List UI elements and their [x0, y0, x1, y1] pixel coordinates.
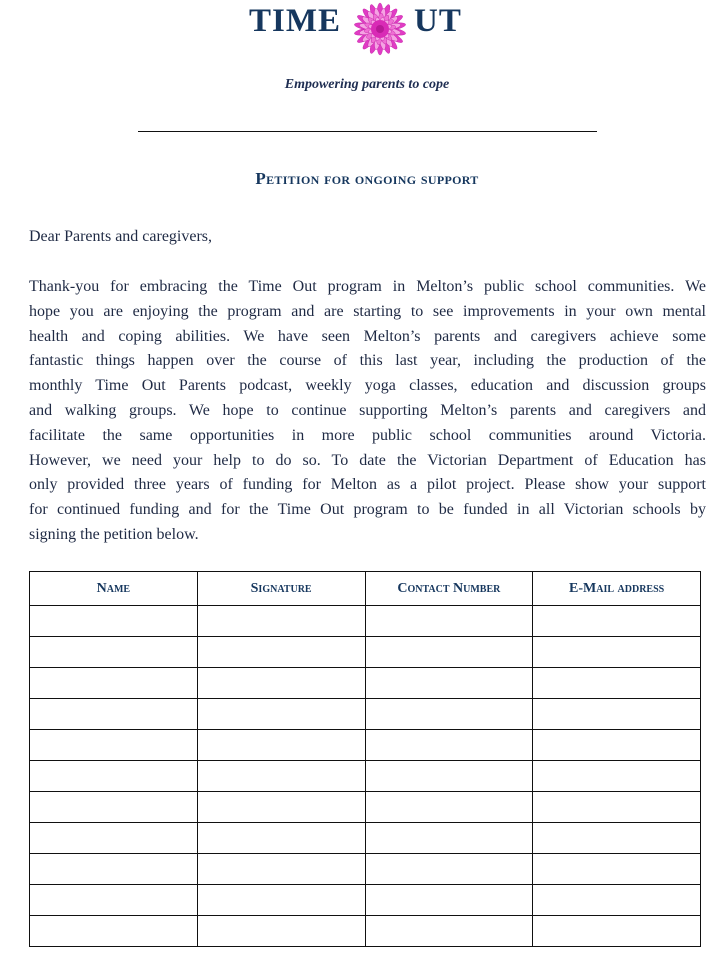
table-row — [30, 792, 701, 823]
signature-cell[interactable] — [197, 854, 365, 885]
signature-cell[interactable] — [197, 761, 365, 792]
flower-icon — [349, 0, 411, 60]
contact-number-cell[interactable] — [365, 823, 533, 854]
column-header-name: Name — [30, 572, 198, 606]
paragraph-line: signing the petition below. — [29, 525, 199, 543]
email-cell[interactable] — [533, 637, 701, 668]
name-cell[interactable] — [30, 668, 198, 699]
body-paragraph — [29, 275, 706, 548]
name-cell[interactable] — [30, 854, 198, 885]
email-cell[interactable] — [533, 885, 701, 916]
salutation: Dear Parents and caregivers, — [29, 228, 213, 245]
page-title: Petition for ongoing support — [255, 169, 479, 188]
name-cell[interactable] — [30, 699, 198, 730]
contact-number-cell[interactable] — [365, 606, 533, 637]
paragraph-line: monthly Time Out Parents podcast, weekly yoga classes, education and discussion groups — [29, 377, 706, 395]
paragraph-line: only provided three years of funding for Melton as a pilot project. Please show your support — [29, 476, 706, 494]
name-cell[interactable] — [30, 792, 198, 823]
table-row — [30, 668, 701, 699]
paragraph-line: and walking groups. We hope to continue supporting Melton’s parents and caregivers and — [29, 401, 706, 419]
signature-cell[interactable] — [197, 668, 365, 699]
table-row — [30, 606, 701, 637]
name-cell[interactable] — [30, 823, 198, 854]
signature-cell[interactable] — [197, 699, 365, 730]
email-cell[interactable] — [533, 916, 701, 947]
contact-number-cell[interactable] — [365, 730, 533, 761]
email-cell[interactable] — [533, 668, 701, 699]
column-header-contact-number: Contact Number — [365, 572, 533, 606]
petition-rows — [30, 606, 701, 947]
column-header-email: E-Mail address — [533, 572, 701, 606]
paragraph-line: hope you are enjoying the program and are starting to see improvements in your own mental — [29, 302, 706, 320]
contact-number-cell[interactable] — [365, 761, 533, 792]
email-cell[interactable] — [533, 699, 701, 730]
logo-word-ut: UT — [414, 3, 462, 39]
name-cell[interactable] — [30, 761, 198, 792]
email-cell[interactable] — [533, 606, 701, 637]
table-header-row — [30, 572, 701, 606]
email-cell[interactable] — [533, 761, 701, 792]
tagline: Empowering parents to cope — [284, 77, 450, 92]
paragraph-line: facilitate the same opportunities in more public school communities around Victoria. — [29, 426, 706, 444]
contact-number-cell[interactable] — [365, 885, 533, 916]
email-cell[interactable] — [533, 792, 701, 823]
table-row — [30, 637, 701, 668]
paragraph-line: for continued funding and for the Time Out program to be funded in all Victorian schools by — [29, 501, 706, 519]
table-row — [30, 730, 701, 761]
signature-cell[interactable] — [197, 637, 365, 668]
contact-number-cell[interactable] — [365, 637, 533, 668]
table-row — [30, 854, 701, 885]
logo — [0, 0, 726, 62]
signature-cell[interactable] — [197, 792, 365, 823]
signature-cell[interactable] — [197, 823, 365, 854]
signature-cell[interactable] — [197, 916, 365, 947]
paragraph-line: Thank-you for embracing the Time Out program in Melton’s public school communities. We — [29, 278, 706, 295]
contact-number-cell[interactable] — [365, 916, 533, 947]
horizontal-divider — [138, 131, 597, 132]
petition-table — [29, 571, 701, 947]
table-row — [30, 699, 701, 730]
contact-number-cell[interactable] — [365, 792, 533, 823]
table-row — [30, 761, 701, 792]
contact-number-cell[interactable] — [365, 854, 533, 885]
logo-word-time: TIME — [249, 3, 342, 39]
column-header-signature: Signature — [197, 572, 365, 606]
table-row — [30, 916, 701, 947]
signature-cell[interactable] — [197, 606, 365, 637]
contact-number-cell[interactable] — [365, 668, 533, 699]
name-cell[interactable] — [30, 730, 198, 761]
name-cell[interactable] — [30, 916, 198, 947]
table-row — [30, 823, 701, 854]
signature-cell[interactable] — [197, 730, 365, 761]
table-row — [30, 885, 701, 916]
signature-cell[interactable] — [197, 885, 365, 916]
paragraph-line: health and coping abilities. We have seen Melton’s parents and caregivers achieve some — [29, 327, 706, 345]
paragraph-line: However, we need your help to do so. To date the Victorian Department of Education has — [29, 451, 706, 469]
email-cell[interactable] — [533, 730, 701, 761]
email-cell[interactable] — [533, 854, 701, 885]
paragraph-line: fantastic things happen over the course of this last year, including the production of the — [29, 352, 706, 370]
name-cell[interactable] — [30, 637, 198, 668]
email-cell[interactable] — [533, 823, 701, 854]
name-cell[interactable] — [30, 606, 198, 637]
name-cell[interactable] — [30, 885, 198, 916]
contact-number-cell[interactable] — [365, 699, 533, 730]
